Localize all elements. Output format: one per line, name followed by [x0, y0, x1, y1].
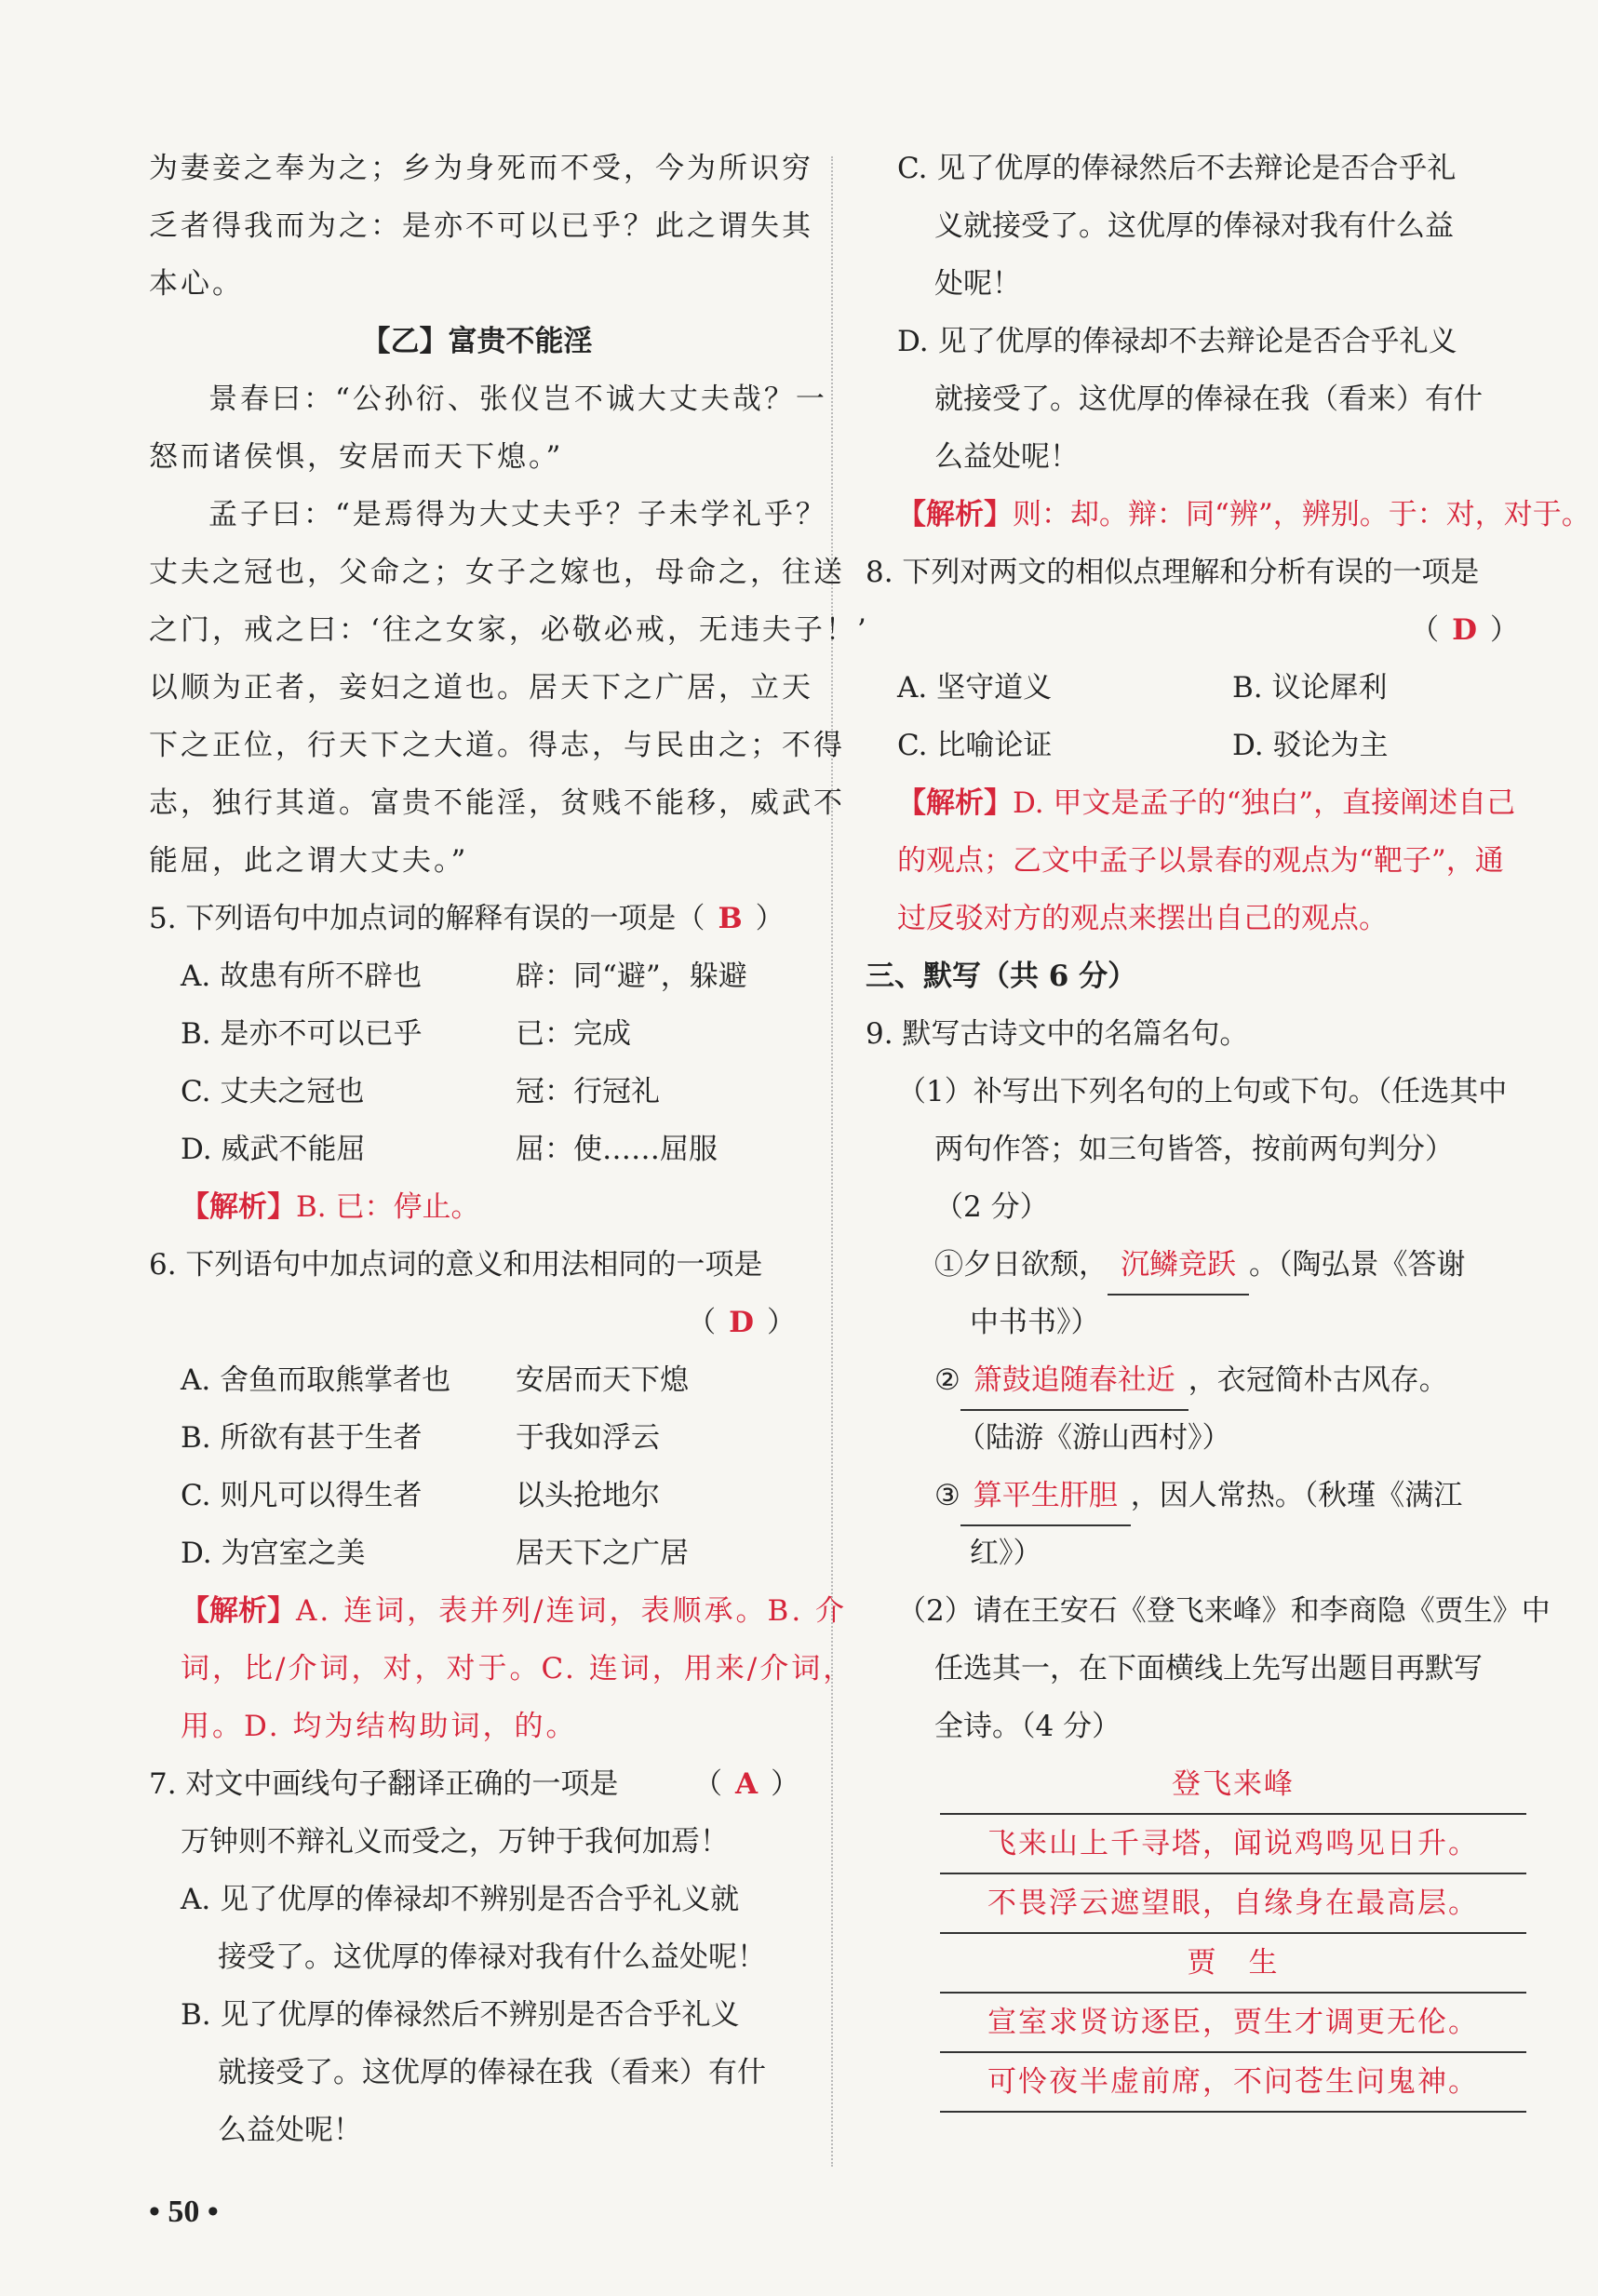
option-sentence: 以头抢地尔 [516, 1479, 660, 1512]
question-7-option-cont: 么益处呢！ [934, 440, 1079, 474]
bracket-close: ） [771, 1767, 800, 1801]
option-gloss: 已：完成 [516, 1017, 631, 1051]
answer-letter: A [735, 1767, 759, 1801]
question-9-part2-cont: 全诗。（4 分） [934, 1710, 1121, 1743]
fill-blank-answer: 算平生肝胆 [960, 1467, 1131, 1526]
question-5-option [149, 947, 805, 1005]
passage-yi-title: 【乙】富贵不能淫 [361, 325, 593, 358]
question-7-option: A. 见了优厚的俸禄却不辨别是否合乎礼义就 [181, 1883, 740, 1916]
question-stem-text: 5. 下列语句中加点词的解释有误的一项是（ [149, 902, 705, 935]
question-5-stem [149, 890, 805, 947]
question-9-part2-cont: 任选其一，在下面横线上先写出题目再默写 [934, 1652, 1483, 1685]
question-7-option: B. 见了优厚的俸禄然后不辨别是否合乎礼义 [181, 1998, 740, 2032]
question-7-stem [149, 1755, 805, 1813]
question-8-option [866, 659, 1528, 717]
item-prefix: ③ [934, 1479, 960, 1512]
passage-jia-line: 本心。 [149, 267, 244, 301]
analysis-tag: 【解析】 [897, 498, 1013, 531]
passage-jia-text: 乏者得我而为之：是亦不可以已乎？此之谓失其 [149, 209, 813, 243]
option-sentence: C. 则凡可以得生者 [181, 1479, 423, 1512]
option-sentence: D. 威武不能屈 [181, 1133, 366, 1166]
answer-line: 飞来山上千寻塔，闻说鸡鸣见日升。 [940, 1815, 1526, 1874]
question-7-option-cont: 么益处呢！ [218, 2114, 362, 2147]
passage-yi-line: 丈夫之冠也，父命之；女子之嫁也，母命之，往送 [149, 556, 845, 589]
item-prefix: ② [934, 1363, 960, 1397]
bracket-close: ） [755, 902, 785, 935]
question-8-option [866, 717, 1528, 774]
question-7-option: C. 见了优厚的俸禄然后不去辩论是否合乎礼 [897, 152, 1457, 185]
item-suffix: ，衣冠简朴古风存。 [1188, 1363, 1448, 1397]
option-gloss: 辟：同“避”，躲避 [516, 960, 747, 993]
question-9-item-3 [866, 1467, 1528, 1524]
question-7-option-cont: 义就接受了。这优厚的俸禄对我有什么益 [934, 209, 1454, 243]
option-sentence: 于我如浮云 [516, 1421, 660, 1455]
question-9-item-2 [866, 1351, 1528, 1409]
question-8-bracket [866, 601, 1528, 659]
fill-blank-answer: 箫鼓追随春社近 [960, 1351, 1188, 1411]
passage-yi-line: 景春曰：“公孙衍、张仪岂不诚大丈夫哉？一 [208, 383, 827, 416]
bracket-close: ） [767, 1306, 796, 1339]
question-9-part1-cont: （2 分） [934, 1190, 1049, 1224]
question-7-option: D. 见了优厚的俸禄却不去辩论是否合乎礼义 [897, 325, 1457, 358]
option-sentence: 安居而天下熄 [516, 1363, 689, 1397]
passage-jia-line: 为妻妾之奉为之；乡为身死而不受，今为所识穷 [149, 152, 813, 185]
passage-yi-line: 志，独行其道。富贵不能淫，贫贱不能移，威武不 [149, 786, 845, 820]
passage-yi-line: 能屈，此之谓大丈夫。” [149, 844, 469, 878]
analysis-tag: 【解析】 [181, 1190, 296, 1224]
question-6-bracket [149, 1294, 805, 1351]
question-8-analysis-line: 过反驳对方的观点来摆出自己的观点。 [897, 902, 1388, 935]
question-9-item-1 [866, 1236, 1528, 1294]
question-6-analysis [149, 1582, 848, 1640]
option-text: A. 坚守道义 [897, 671, 1053, 705]
bracket-open: （ [687, 1306, 717, 1339]
passage-jia-line [149, 197, 813, 255]
option-gloss: 冠：行冠礼 [516, 1075, 660, 1108]
item-suffix: 。（陶弘景《答谢 [1249, 1248, 1466, 1282]
passage-yi-line: 孟子曰：“是焉得为大丈夫乎？子未学礼乎？ [208, 498, 827, 531]
right-column [866, 140, 1591, 2113]
question-8-analysis [866, 774, 1528, 832]
left-column [149, 140, 869, 2159]
answer-line-title: 贾 生 [940, 1934, 1526, 1994]
analysis-text: B. 已：停止。 [296, 1190, 480, 1224]
option-text: C. 比喻论证 [897, 729, 1053, 762]
bracket-open: （ [693, 1767, 722, 1801]
passage-yi-line: 以顺为正者，妾妇之道也。居天下之广居，立天 [149, 671, 813, 705]
answer-letter: D [729, 1306, 754, 1339]
answer-letter: D [1452, 613, 1477, 647]
question-5-option [149, 1005, 805, 1063]
question-9-part1-cont: 两句作答；如三句皆答，按前两句判分） [934, 1133, 1454, 1166]
question-8-stem: 8. 下列对两文的相似点理解和分析有误的一项是 [866, 556, 1480, 589]
question-7-option-cont: 就接受了。这优厚的俸禄在我（看来）有什 [934, 383, 1483, 416]
answer-line: 不畏浮云遮望眼，自缘身在最高层。 [940, 1874, 1526, 1934]
option-sentence: D. 为宫室之美 [181, 1537, 366, 1570]
item-prefix: ①夕日欲颓， [934, 1248, 1108, 1282]
option-sentence: B. 是亦不可以已乎 [181, 1017, 423, 1051]
question-6-option [149, 1467, 805, 1524]
bracket-open: （ [1410, 613, 1440, 647]
option-text: B. 议论犀利 [1232, 671, 1388, 705]
question-7-option-cont: 接受了。这优厚的俸禄对我有什么益处呢！ [218, 1940, 766, 1974]
question-stem-text: 7. 对文中画线句子翻译正确的一项是 [149, 1767, 619, 1801]
option-gloss: 屈：使……屈服 [516, 1133, 718, 1166]
passage-yi-line: 之门，戒之曰：‘往之女家，必敬必戒，无违夫子！’ [149, 613, 869, 647]
column-divider [831, 156, 833, 2167]
analysis-tag: 【解析】 [181, 1594, 296, 1628]
option-sentence: A. 故患有所不辟也 [181, 960, 423, 993]
question-6-option [149, 1524, 805, 1582]
question-5-option [149, 1121, 805, 1178]
option-sentence: 居天下之广居 [516, 1537, 689, 1570]
analysis-text: A. 连词，表并列/连词，表顺承。B. 介 [296, 1594, 848, 1628]
question-6-option [149, 1409, 805, 1467]
question-9-stem: 9. 默写古诗文中的名篇名句。 [866, 1017, 1249, 1051]
passage-yi-line: 怒而诸侯惧，安居而天下熄。” [149, 440, 564, 474]
question-6-option [149, 1351, 805, 1409]
option-sentence: A. 舍鱼而取熊掌者也 [181, 1363, 451, 1397]
question-9-item-3-cont: 红》） [970, 1537, 1042, 1570]
fill-blank-answer: 沉鳞竞跃 [1108, 1236, 1249, 1296]
analysis-text: 则：却。辩：同“辨”，辨别。于：对，对于。 [1013, 498, 1591, 531]
answer-line-title: 登飞来峰 [940, 1755, 1526, 1815]
question-7-sentence: 万钟则不辩礼义而受之，万钟于我何加焉！ [181, 1825, 729, 1859]
option-sentence: B. 所欲有甚于生者 [181, 1421, 423, 1455]
answer-letter: B [718, 902, 743, 935]
question-7-option-cont: 处呢！ [934, 267, 1021, 301]
page-number: • 50 • [149, 2195, 219, 2229]
section-3-heading: 三、默写（共 6 分） [866, 960, 1137, 993]
answer-line: 可怜夜半虚前席，不问苍生问鬼神。 [940, 2053, 1526, 2113]
question-6-analysis-line: 词，比/介词，对，对于。C. 连词，用来/介词， [181, 1652, 855, 1685]
question-9-part2: （2）请在王安石《登飞来峰》和李商隐《贾生》中 [897, 1594, 1551, 1628]
option-text: D. 驳论为主 [1232, 729, 1389, 762]
question-9-part1: （1）补写出下列名句的上句或下句。（任选其中 [897, 1075, 1508, 1108]
question-6-stem: 6. 下列语句中加点词的意义和用法相同的一项是 [149, 1248, 763, 1282]
question-5-option [149, 1063, 805, 1121]
question-9-item-1-cont: 中书书》） [970, 1306, 1100, 1339]
question-6-analysis-line: 用。D. 均为结构助词，的。 [181, 1710, 578, 1743]
passage-yi-line: 下之正位，行天下之大道。得志，与民由之；不得 [149, 729, 845, 762]
analysis-text: D. 甲文是孟子的“独白”，直接阐述自己 [1013, 786, 1516, 820]
bracket-close: ） [1490, 613, 1519, 647]
question-7-analysis [866, 486, 1591, 544]
analysis-tag: 【解析】 [897, 786, 1013, 820]
question-5-analysis [149, 1178, 805, 1236]
question-8-analysis-line: 的观点；乙文中孟子以景春的观点为“靶子”，通 [897, 844, 1504, 878]
answer-line: 宣室求贤访逐臣，贾生才调更无伦。 [940, 1994, 1526, 2053]
option-sentence: C. 丈夫之冠也 [181, 1075, 365, 1108]
question-7-option-cont: 就接受了。这优厚的俸禄在我（看来）有什 [218, 2056, 766, 2089]
item-suffix: ，因人常热。（秋瑾《满江 [1130, 1479, 1463, 1512]
question-9-item-2-cont: （陆游《游山西村》） [957, 1421, 1231, 1455]
